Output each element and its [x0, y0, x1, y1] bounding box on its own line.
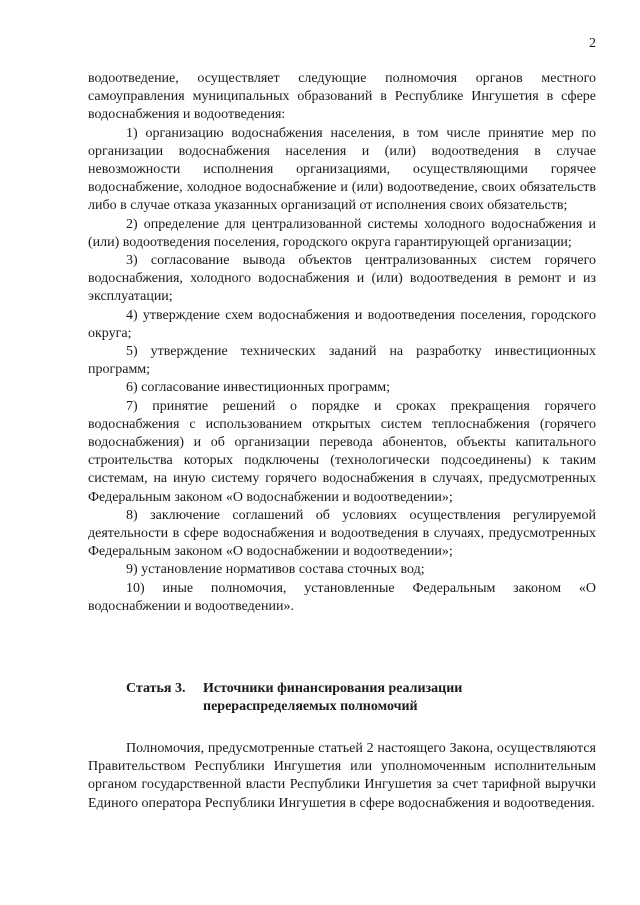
article-title-line-2: перераспределяемых полномочий [203, 699, 418, 714]
article-title-line-1: Источники финансирования реализации [203, 681, 463, 696]
article-3-body [88, 740, 596, 813]
list-item-8: 8) заключение соглашений об условиях осуществления регулируемой деятельности в сфере водоснабжения и водоотведения в случаях, предусмотренных Федеральным законом «О водоснабжении и водоотведении»; [88, 507, 596, 560]
list-item-9: 9) установление нормативов состава сточных вод; [126, 562, 425, 578]
list-item-1: 1) организацию водоснабжения населения, в том числе принятие мер по организации водоснабжения населения и (или) водоотведения в случае невозможности исполнения организациями, осуществляющими горячее водоснабжение, холодное водоснабжение и (или) водоотведение, своих обязательств либо в случае отказа указанных организаций от исполнения своих обязательств; [88, 125, 596, 214]
list-item-3: 3) согласование вывода объектов централизованных систем горячего водоснабжения, холодного водоснабжения и (или) водоотведения в ремонт и из эксплуатации; [88, 253, 596, 305]
article-number: Статья 3. [126, 681, 186, 696]
list-item-6: 6) согласование инвестиционных программ; [126, 380, 390, 396]
list-item-7: 7) принятие решений о порядке и сроках прекращения горячего водоснабжения с использованием открытых систем теплоснабжения (горячего водоснабжения) и об организации перевода абонентов, объекты капитального строительства которых подключены (технологически подсоединены) к таким системам, на иную систему горячего водоснабжения в случаях, предусмотренных Федеральным законом «О водоснабжении и водоотведении»; [88, 398, 596, 505]
list-item-5: 5) утверждение технических заданий на разработку инвестиционных программ; [88, 344, 596, 378]
list-item-4: 4) утверждение схем водоснабжения и водоотведения поселения, городского округа; [88, 307, 596, 341]
list-item-2: 2) определение для централизованной системы холодного водоснабжения и (или) водоотведения поселения, городского округа гарантирующей организации; [88, 216, 596, 250]
page-number: 2 [589, 36, 596, 51]
intro-paragraph: водоотведение, осуществляет следующие полномочия органов местного самоуправления муниципальных образований в Республике Ингушетия в сфере водоснабжения и водоотведения: [88, 71, 596, 123]
list-item-10: 10) иные полномочия, установленные Федеральным законом «О водоснабжении и водоотведении». [88, 580, 596, 614]
body-text [88, 70, 596, 616]
final-paragraph: Полномочия, предусмотренные статьей 2 настоящего Закона, осуществляются Правительством Республики Ингушетия или уполномоченным исполнительным органом государственной власти Республики Ингушетия за счет тарифной выручки Единого оператора Республики Ингушетия в сфере водоснабжения и водоотведения. [88, 741, 596, 811]
